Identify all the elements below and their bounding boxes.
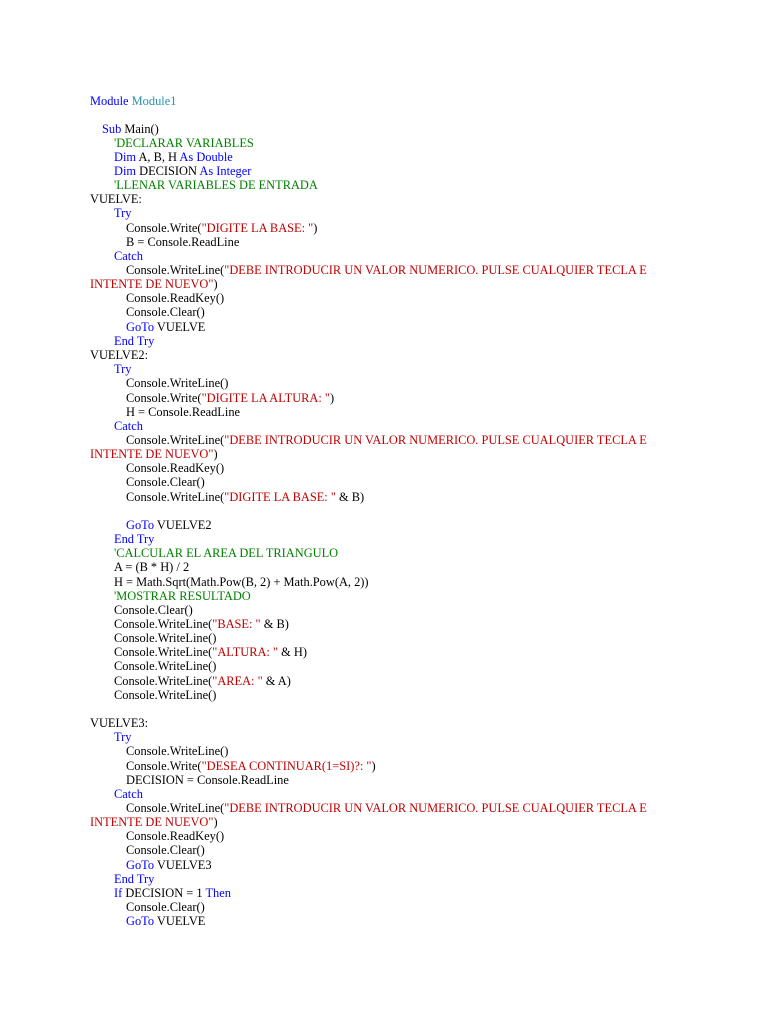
code-line xyxy=(114,659,216,673)
code-line xyxy=(126,744,228,758)
code-text: Console.ReadKey() xyxy=(126,461,225,475)
code-string: "DEBE INTRODUCIR UN VALOR NUMERICO. PULSE CUALQUIER TECLA E xyxy=(224,801,647,815)
code-line xyxy=(126,461,224,475)
code-string: "DIGITE LA BASE: " xyxy=(201,221,314,235)
code-text: Console.Clear() xyxy=(126,900,205,914)
code-line xyxy=(102,122,159,136)
code-keyword: End Try xyxy=(114,532,155,546)
code-line xyxy=(114,617,289,631)
code-text: & B) xyxy=(260,617,289,631)
code-text: VUELVE2: xyxy=(90,348,149,362)
code-line xyxy=(90,447,218,461)
code-string: INTENTE DE NUEVO" xyxy=(90,447,214,461)
code-line xyxy=(126,829,224,843)
code-text: Console.WriteLine( xyxy=(126,490,225,504)
code-text: Console.Write( xyxy=(126,759,202,773)
code-line xyxy=(126,263,647,277)
code-keyword: Dim xyxy=(114,164,137,178)
code-line xyxy=(126,801,647,815)
code-text: VUELVE xyxy=(154,914,206,928)
code-keyword: Catch xyxy=(114,249,143,263)
code-text: B = Console.ReadLine xyxy=(126,235,240,249)
code-line xyxy=(126,433,647,447)
code-line xyxy=(114,787,143,801)
code-line xyxy=(126,900,205,914)
code-line xyxy=(90,716,148,730)
code-text: VUELVE2 xyxy=(154,518,212,532)
code-line xyxy=(126,914,205,928)
code-string: "DIGITE LA BASE: " xyxy=(224,490,336,504)
code-text: Console.Write( xyxy=(126,391,202,405)
code-line xyxy=(126,235,239,249)
code-text: H = Math.Sqrt(Math.Pow(B, 2) + Math.Pow(A, 2)) xyxy=(114,575,369,589)
code-text: & H) xyxy=(278,645,307,659)
code-line xyxy=(126,305,205,319)
code-line xyxy=(126,376,228,390)
code-comment: 'MOSTRAR RESULTADO xyxy=(114,589,251,603)
code-keyword: GoTo xyxy=(126,518,155,532)
code-keyword: GoTo xyxy=(126,914,155,928)
code-line xyxy=(114,730,131,744)
code-text: Console.Clear() xyxy=(126,305,205,319)
code-line xyxy=(114,362,131,376)
code-text: VUELVE3 xyxy=(154,858,212,872)
code-line xyxy=(114,546,338,560)
code-text: Console.WriteLine() xyxy=(114,688,217,702)
code-line xyxy=(90,815,218,829)
code-type: Module1 xyxy=(131,94,177,108)
code-keyword: Double xyxy=(196,150,233,164)
code-comment: 'DECLARAR VARIABLES xyxy=(114,136,254,150)
code-line xyxy=(90,94,176,108)
code-line xyxy=(114,150,233,164)
code-text: DECISION xyxy=(136,164,200,178)
code-line xyxy=(114,136,254,150)
code-line xyxy=(126,291,224,305)
code-line xyxy=(114,178,318,192)
code-line xyxy=(114,645,307,659)
code-line xyxy=(90,348,148,362)
code-string: "BASE: " xyxy=(212,617,261,631)
code-string: "DESEA CONTINUAR(1=SI)?: " xyxy=(201,759,372,773)
code-keyword: Try xyxy=(114,730,132,744)
code-line xyxy=(126,475,205,489)
code-text: Console.WriteLine( xyxy=(114,674,213,688)
code-string: "DEBE INTRODUCIR UN VALOR NUMERICO. PULSE CUALQUIER TECLA E xyxy=(224,433,647,447)
code-text: Console.WriteLine( xyxy=(126,433,225,447)
code-keyword: Integer xyxy=(216,164,252,178)
code-line xyxy=(126,759,376,773)
code-text: Console.ReadKey() xyxy=(126,829,225,843)
code-line xyxy=(126,518,212,532)
code-text: Console.ReadKey() xyxy=(126,291,225,305)
code-text: VUELVE xyxy=(154,320,206,334)
code-line xyxy=(126,391,334,405)
code-text: ) xyxy=(213,277,218,291)
code-line xyxy=(114,206,131,220)
code-line xyxy=(126,773,289,787)
code-keyword: Catch xyxy=(114,419,143,433)
code-text: ) xyxy=(213,447,218,461)
code-text: Main() xyxy=(121,122,159,136)
code-keyword: Module xyxy=(90,94,129,108)
code-text: VUELVE3: xyxy=(90,716,149,730)
code-text: A = (B * H) / 2 xyxy=(114,560,190,574)
code-text: Console.WriteLine( xyxy=(114,645,213,659)
code-line xyxy=(126,490,364,504)
code-line xyxy=(114,560,189,574)
code-string: "ALTURA: " xyxy=(212,645,279,659)
code-comment: 'LLENAR VARIABLES DE ENTRADA xyxy=(114,178,318,192)
code-line xyxy=(114,631,216,645)
code-line xyxy=(126,405,240,419)
code-keyword: GoTo xyxy=(126,858,155,872)
code-text: VUELVE: xyxy=(90,192,142,206)
code-text: A, B, H xyxy=(136,150,180,164)
code-text: Console.Write( xyxy=(126,221,202,235)
code-text: & B) xyxy=(335,490,365,504)
code-line xyxy=(114,575,369,589)
code-line xyxy=(90,277,218,291)
code-keyword: Dim xyxy=(114,150,137,164)
code-line xyxy=(114,674,291,688)
code-keyword: If xyxy=(114,886,123,900)
code-text: Console.Clear() xyxy=(114,603,193,617)
code-text: ) xyxy=(371,759,376,773)
code-text: ) xyxy=(313,221,318,235)
code-text: Console.WriteLine( xyxy=(126,801,225,815)
code-line xyxy=(114,589,251,603)
code-text: ) xyxy=(213,815,218,829)
code-keyword: Sub xyxy=(102,122,122,136)
code-line xyxy=(114,334,154,348)
code-text: Console.Clear() xyxy=(126,843,205,857)
code-keyword: Catch xyxy=(114,787,143,801)
code-line xyxy=(114,249,143,263)
code-line xyxy=(126,858,212,872)
code-line xyxy=(114,886,231,900)
code-keyword: As xyxy=(199,164,214,178)
code-keyword: GoTo xyxy=(126,320,155,334)
code-line xyxy=(114,872,154,886)
code-text: ) xyxy=(329,391,335,405)
code-text: Console.WriteLine() xyxy=(114,659,217,673)
code-text: Console.Clear() xyxy=(126,475,205,489)
code-text: Console.WriteLine( xyxy=(114,617,213,631)
code-line xyxy=(126,843,205,857)
code-string: "AREA: " xyxy=(212,674,263,688)
code-text: DECISION = 1 xyxy=(122,886,206,900)
code-keyword: Try xyxy=(114,362,132,376)
code-keyword: Try xyxy=(114,206,132,220)
code-text: DECISION = Console.ReadLine xyxy=(126,773,289,787)
code-string: INTENTE DE NUEVO" xyxy=(90,277,214,291)
code-line xyxy=(114,419,143,433)
code-text: & A) xyxy=(262,674,291,688)
code-string: INTENTE DE NUEVO" xyxy=(90,815,214,829)
code-line xyxy=(114,603,193,617)
code-keyword: Then xyxy=(205,886,231,900)
code-keyword: As xyxy=(179,150,194,164)
code-text: Console.WriteLine() xyxy=(126,744,229,758)
code-line xyxy=(114,532,154,546)
code-line xyxy=(114,688,216,702)
code-line xyxy=(126,320,205,334)
code-text: Console.WriteLine() xyxy=(126,376,229,390)
code-text: Console.WriteLine( xyxy=(126,263,225,277)
code-text: H = Console.ReadLine xyxy=(126,405,241,419)
code-line xyxy=(90,192,142,206)
code-keyword: End Try xyxy=(114,334,155,348)
code-line xyxy=(126,221,317,235)
code-comment: 'CALCULAR EL AREA DEL TRIANGULO xyxy=(114,546,339,560)
code-string: "DEBE INTRODUCIR UN VALOR NUMERICO. PULSE CUALQUIER TECLA E xyxy=(224,263,647,277)
code-text: Console.WriteLine() xyxy=(114,631,217,645)
code-keyword: End Try xyxy=(114,872,155,886)
code-line xyxy=(114,164,251,178)
code-string: "DIGITE LA ALTURA: " xyxy=(201,391,330,405)
